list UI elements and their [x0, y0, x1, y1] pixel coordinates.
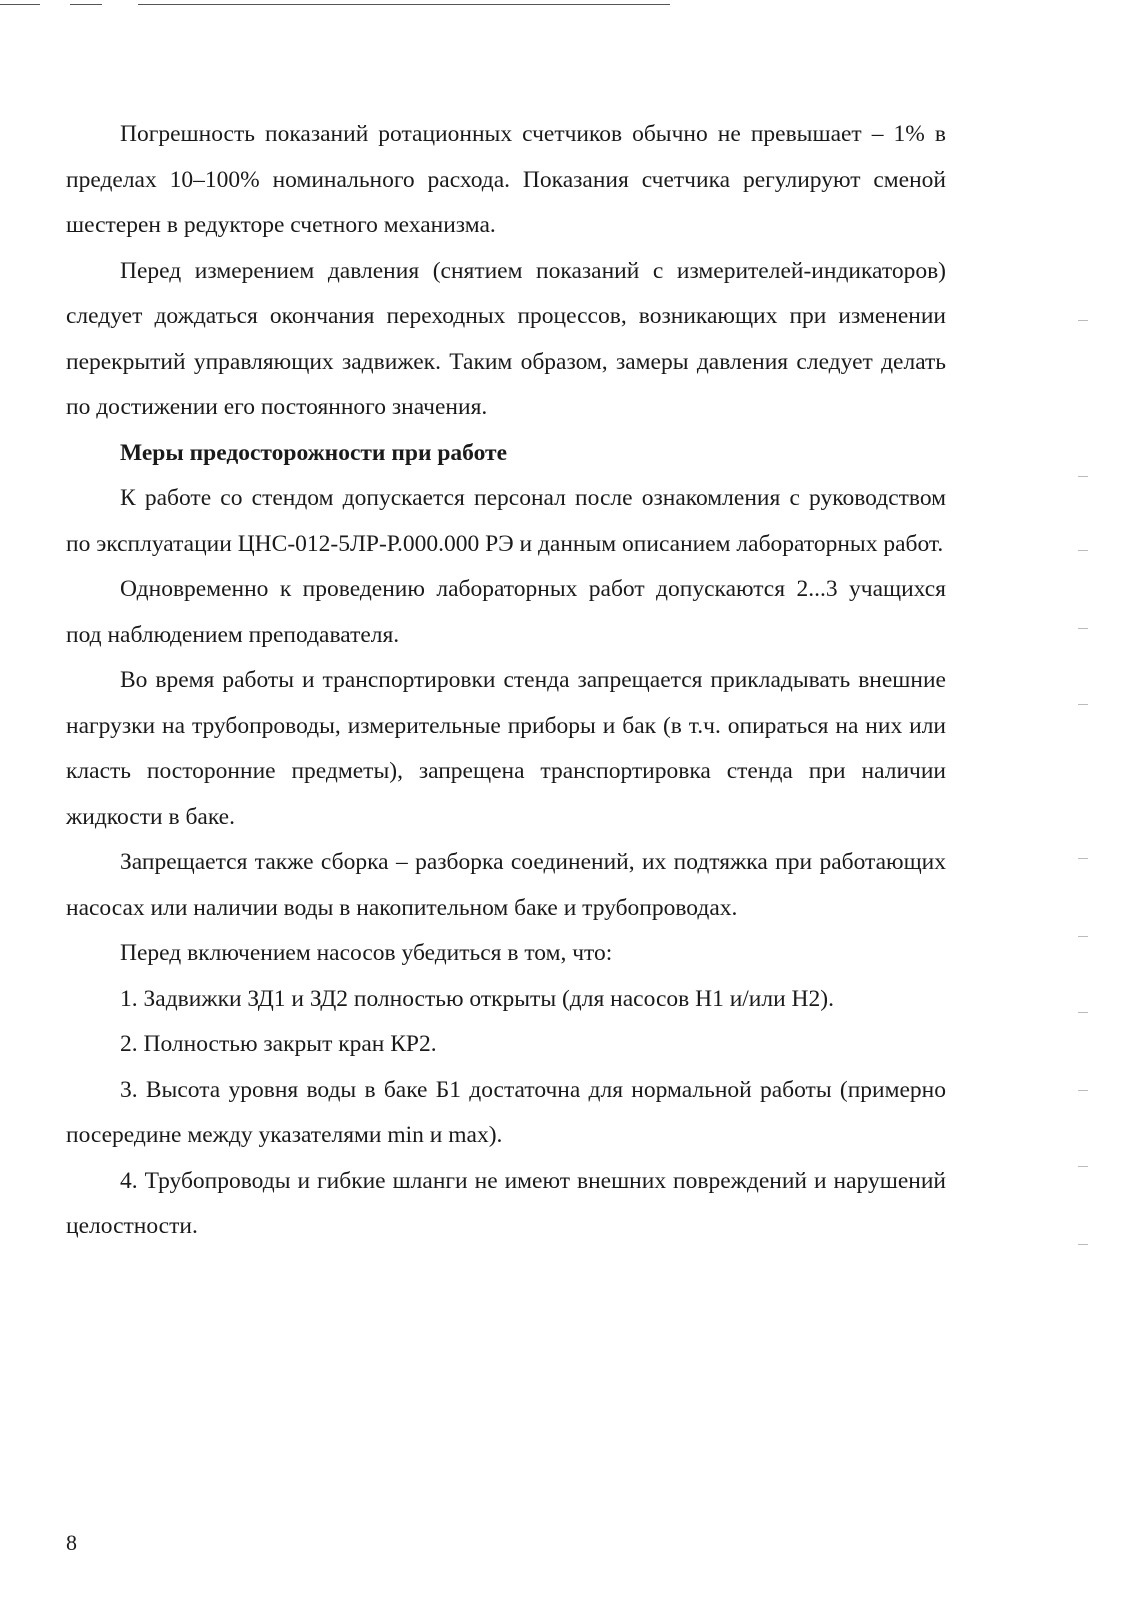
scan-top-rule: [0, 4, 40, 5]
paragraph: Перед измерением давления (снятием показаний с измерителей-индикаторов) следует дождаться окончания переходных процессов, возникающих при изменении перекрытий управляющих задвижек. Таким образом, замеры давления следует делать по достижении его постоянного значения.: [66, 257, 946, 420]
scan-margin-tick: [1078, 1244, 1088, 1245]
scan-margin-tick: [1078, 476, 1088, 477]
scan-top-rule: [70, 4, 102, 5]
scan-margin-tick: [1078, 320, 1088, 321]
scan-margin-tick: [1078, 550, 1088, 551]
section-heading: Меры предосторожности при работе: [120, 439, 508, 466]
scan-margin-tick: [1078, 1012, 1088, 1013]
paragraph: Запрещается также сборка – разборка соединений, их подтяжка при работающих насосах или наличии воды в накопительном баке и трубопроводах.: [66, 849, 946, 921]
paragraph: Погрешность показаний ротационных счетчиков обычно не превышает – 1% в пределах 10–100% номинального расхода. Показания счетчика регулируют сменой шестерен в редукторе счетного механизма.: [66, 121, 946, 238]
scan-margin-tick: [1078, 1166, 1088, 1167]
scan-margin-tick: [1078, 628, 1088, 629]
scan-margin-tick: [1078, 1090, 1088, 1091]
document-body: [66, 112, 946, 1250]
list-item: 3. Высота уровня воды в баке Б1 достаточна для нормальной работы (примерно посередине между указателями min и max).: [66, 1076, 946, 1148]
scan-margin-tick: [1078, 704, 1088, 705]
paragraph: Перед включением насосов убедиться в том, что:: [120, 940, 613, 966]
list-item: 2. Полностью закрыт кран КР2.: [120, 1031, 437, 1057]
list-item: 1. Задвижки ЗД1 и ЗД2 полностью открыты (для насосов Н1 и/или Н2).: [120, 985, 834, 1012]
paragraph: Одновременно к проведению лабораторных работ допускаются 2...3 учащихся под наблюдением преподавателя.: [66, 576, 946, 648]
list-item: 4. Трубопроводы и гибкие шланги не имеют внешних повреждений и нарушений целостности.: [66, 1167, 946, 1239]
scan-margin-tick: [1078, 936, 1088, 937]
paragraph: К работе со стендом допускается персонал после ознакомления с руководством по эксплуатации ЦНС-012-5ЛР-Р.000.000 РЭ и данным описанием лабораторных работ.: [66, 485, 946, 557]
scan-top-rule: [138, 4, 670, 5]
paragraph: Во время работы и транспортировки стенда запрещается прикладывать внешние нагрузки на трубопроводы, измерительные приборы и бак (в т.ч. опираться на них или класть посторонние предметы), запрещена транспортировка стенда при наличии жидкости в баке.: [66, 667, 946, 830]
page-number: 8: [66, 1530, 77, 1555]
scan-margin-tick: [1078, 858, 1088, 859]
